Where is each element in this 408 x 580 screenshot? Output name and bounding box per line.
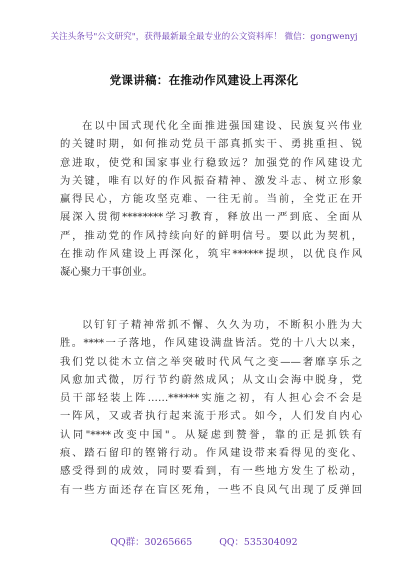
document-title: 党课讲稿：在推动作风建设上再深化 [109, 73, 299, 87]
paragraph-line: 展深入贯彻********学习教育，释放出一严到底、全面从 [60, 211, 362, 224]
paragraph-line: 在推动作风建设上再深化，筑牢******提坝，以优良作风 [60, 248, 362, 261]
paragraph-line: 在以中国式现代化全面推进强国建设、民族复兴伟业 [82, 120, 362, 132]
paragraph-line: 风愈加式微，厉行节约蔚然成风；从文山会海中脱身，党 [60, 373, 362, 386]
qq-group-number: QQ群：30265665 [110, 537, 193, 548]
paragraph-line: 一阵风，又或者执行起来流于形式。如今，人们发自内心 [60, 410, 362, 423]
paragraph-line: 以钉钉子精神常抓不懈、久久为功，不断积小胜为大 [82, 319, 362, 331]
paragraph-line: 员干部轻装上阵……******实施之初，有人担心会不会是 [60, 392, 362, 405]
paragraph-line: 痕、踏石留印的铿锵行动。作风建设带来看得见的变化、 [60, 447, 362, 460]
paragraph-line: 意进取，使党和国家事业行稳致远？加强党的作风建设尤 [60, 156, 362, 169]
body-paragraph [60, 117, 362, 282]
body-paragraph [60, 316, 362, 499]
footer-contact [0, 534, 408, 548]
header-promo-note: 关注头条号"公文研究"，获得最新最全最专业的公文资料库！ 微信：gongwenyj [50, 32, 358, 42]
paragraph-line: 赢得民心，方能攻坚克难、一往无前。当前，全党正在开 [60, 193, 362, 206]
paragraph-line: 认同"****改变中国"。从疑虑到赞誉，靠的正是抓铁有 [60, 428, 362, 441]
paragraph-line: 感受得到的成效，同时要看到，有一些地方发生了松动， [60, 465, 362, 478]
paragraph-line: 胜。****一子落地，作风建设满盘皆活。党的十八大以来， [60, 337, 362, 350]
paragraph-line: 有一些方面还存在盲区死角，一些不良风气出现了反弹回 [60, 483, 362, 496]
paragraph-line: 的关键时期，如何推动党员干部真抓实干、勇挑重担、锐 [60, 138, 362, 151]
paragraph-line: 严，推动党的作风持续向好的鲜明信号。要以此为契机， [60, 229, 362, 242]
paragraph-line: 凝心聚力干事创业。 [60, 266, 153, 279]
qq-number: QQ：535304092 [219, 537, 298, 548]
paragraph-line: 为关键，唯有以好的作风振奋精神、激发斗志、树立形象 [60, 174, 362, 187]
paragraph-line: 我们党以徙木立信之举突破时代风气之变——奢靡享乐之 [60, 355, 362, 368]
